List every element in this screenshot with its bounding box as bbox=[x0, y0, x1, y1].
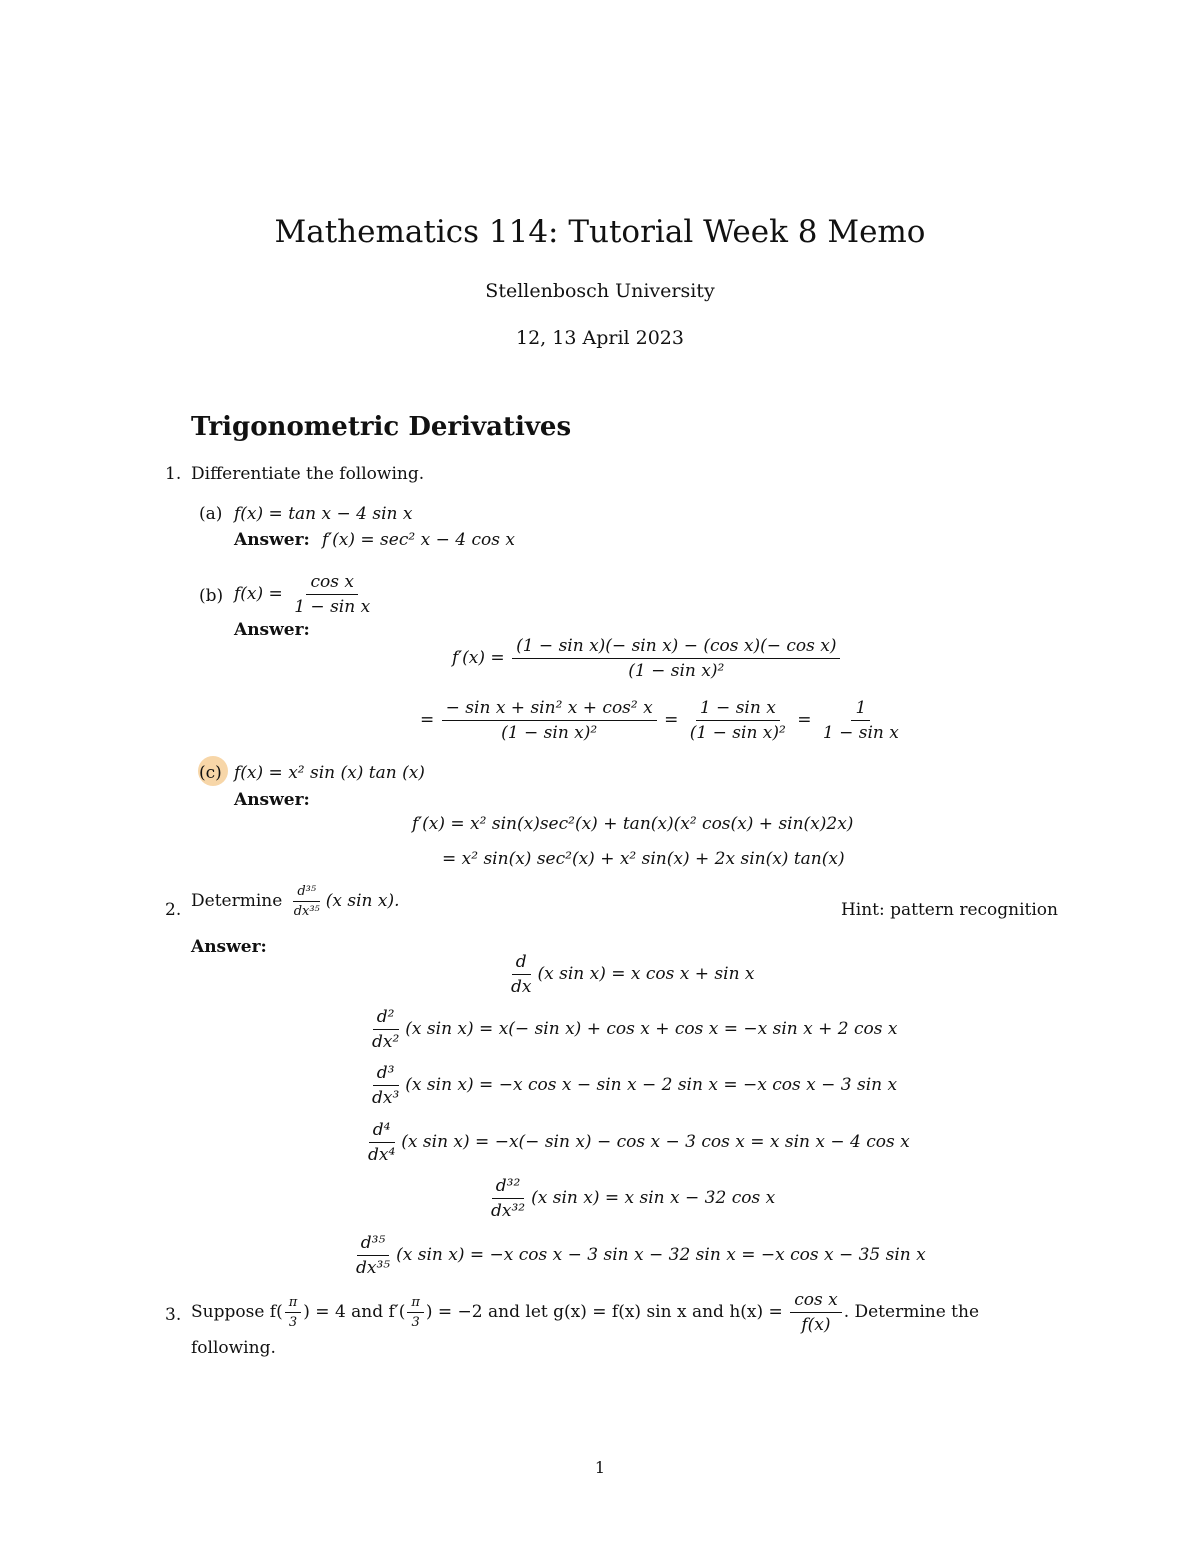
derivative-operator bbox=[290, 884, 324, 919]
fraction bbox=[819, 698, 903, 743]
numerator: 1 bbox=[851, 698, 870, 721]
derivative-operator bbox=[487, 1176, 529, 1221]
numerator: (1 − sin x)(− sin x) − (cos x)(− cos x) bbox=[512, 636, 840, 659]
fraction bbox=[285, 1295, 302, 1330]
denominator: dx³⁵ bbox=[356, 1258, 391, 1278]
fraction bbox=[512, 636, 840, 681]
derivation-line bbox=[362, 1120, 910, 1165]
denominator: (1 − sin x)² bbox=[689, 723, 786, 743]
equation-rhs: (x sin x) = −x cos x − 3 sin x − 32 sin x = −x cos x − 35 sin x bbox=[396, 1245, 926, 1265]
derivation-line bbox=[366, 1007, 897, 1052]
numerator: d⁴ bbox=[369, 1120, 395, 1143]
equation-lhs: f′(x) = bbox=[452, 648, 505, 668]
derivation-line bbox=[350, 1233, 926, 1278]
equals-sign: = bbox=[797, 710, 812, 730]
denominator: 1 − sin x bbox=[294, 597, 371, 617]
answer-label: Answer: bbox=[234, 620, 310, 640]
equals-sign: = bbox=[420, 710, 435, 730]
numerator: d³⁵ bbox=[357, 1233, 390, 1256]
part-label: (c) bbox=[199, 763, 222, 783]
numerator: 1 − sin x bbox=[696, 698, 780, 721]
part-label: (b) bbox=[199, 586, 224, 606]
question-prompt bbox=[191, 1290, 979, 1335]
denominator: dx³² bbox=[491, 1201, 526, 1221]
section-heading: Trigonometric Derivatives bbox=[191, 412, 572, 442]
derivative-operator bbox=[352, 1233, 394, 1278]
fraction bbox=[686, 698, 790, 743]
derivation-line bbox=[366, 1063, 897, 1108]
denominator: 3 bbox=[288, 1315, 298, 1330]
denominator: f(x) bbox=[801, 1315, 831, 1335]
prompt-text: . Determine the bbox=[843, 1302, 980, 1322]
institution: Stellenbosch University bbox=[485, 280, 715, 302]
function-expression bbox=[234, 572, 376, 617]
question-number: 3. bbox=[165, 1305, 182, 1325]
numerator: d bbox=[512, 952, 531, 975]
prompt-text: Determine bbox=[191, 891, 283, 911]
answer-label: Answer: bbox=[234, 530, 310, 550]
denominator: 3 bbox=[411, 1315, 420, 1330]
date: 12, 13 April 2023 bbox=[516, 327, 684, 349]
numerator: d² bbox=[373, 1007, 399, 1030]
fraction bbox=[407, 1295, 424, 1330]
prompt-text: ) = 4 and f′( bbox=[303, 1302, 406, 1322]
equals-sign: = bbox=[664, 710, 679, 730]
question-prompt bbox=[191, 884, 400, 919]
question-number: 2. bbox=[165, 900, 182, 920]
question-prompt: Differentiate the following. bbox=[191, 464, 425, 484]
denominator: dx⁴ bbox=[368, 1145, 396, 1165]
derivation-line: = x² sin(x) sec²(x) + x² sin(x) + 2x sin(x) tan(x) bbox=[442, 849, 845, 869]
answer-label: Answer: bbox=[234, 790, 310, 810]
denominator: (1 − sin x)² bbox=[628, 661, 725, 681]
equation-rhs: (x sin x) = x(− sin x) + cos x + cos x = −x sin x + 2 cos x bbox=[405, 1019, 898, 1039]
equation-rhs: (x sin x) = x cos x + sin x bbox=[537, 964, 755, 984]
equation-rhs: (x sin x) = x sin x − 32 cos x bbox=[531, 1188, 776, 1208]
prompt-expression: (x sin x). bbox=[325, 891, 400, 911]
fraction bbox=[790, 1290, 841, 1335]
derivative-operator bbox=[368, 1007, 403, 1052]
denominator: dx³⁵ bbox=[293, 904, 320, 919]
denominator: 1 − sin x bbox=[822, 723, 899, 743]
answer-expression: f′(x) = sec² x − 4 cos x bbox=[322, 530, 515, 550]
derivation-line bbox=[485, 1176, 775, 1221]
prompt-text: ) = −2 and let g(x) = f(x) sin x and h(x) = bbox=[425, 1302, 783, 1322]
numerator: π bbox=[407, 1295, 424, 1313]
function-lhs: f(x) = bbox=[234, 584, 283, 604]
equation-rhs: (x sin x) = −x cos x − sin x − 2 sin x = −x cos x − 3 sin x bbox=[405, 1075, 898, 1095]
prompt-text: Suppose f( bbox=[191, 1302, 283, 1322]
derivative-operator bbox=[364, 1120, 399, 1165]
fraction bbox=[442, 698, 657, 743]
hint-text: Hint: pattern recognition bbox=[840, 900, 1058, 920]
part-label: (a) bbox=[199, 504, 223, 524]
derivation-line: f′(x) = x² sin(x)sec²(x) + tan(x)(x² cos(x) + sin(x)2x) bbox=[412, 814, 854, 834]
numerator: d³ bbox=[373, 1063, 399, 1086]
answer-label: Answer: bbox=[191, 937, 267, 957]
numerator: − sin x + sin² x + cos² x bbox=[442, 698, 657, 721]
numerator: π bbox=[285, 1295, 302, 1313]
derivative-operator bbox=[507, 952, 535, 997]
numerator: cos x bbox=[306, 572, 357, 595]
denominator: dx³ bbox=[372, 1088, 400, 1108]
derivative-operator bbox=[368, 1063, 403, 1108]
question-prompt-continued: following. bbox=[191, 1338, 276, 1358]
numerator: d³⁵ bbox=[293, 884, 320, 902]
denominator: dx bbox=[511, 977, 532, 997]
fraction bbox=[290, 572, 374, 617]
derivation-line bbox=[452, 636, 842, 681]
document-title: Mathematics 114: Tutorial Week 8 Memo bbox=[274, 214, 926, 250]
function-expression: f(x) = tan x − 4 sin x bbox=[234, 504, 413, 524]
numerator: cos x bbox=[790, 1290, 841, 1313]
question-number: 1. bbox=[165, 464, 182, 484]
derivation-line bbox=[505, 952, 755, 997]
equation-rhs: (x sin x) = −x(− sin x) − cos x − 3 cos x = x sin x − 4 cos x bbox=[401, 1132, 910, 1152]
derivation-line bbox=[420, 698, 905, 743]
function-expression: f(x) = x² sin (x) tan (x) bbox=[234, 763, 425, 783]
numerator: d³² bbox=[492, 1176, 525, 1199]
page-number: 1 bbox=[594, 1458, 606, 1477]
denominator: dx² bbox=[372, 1032, 400, 1052]
denominator: (1 − sin x)² bbox=[501, 723, 598, 743]
